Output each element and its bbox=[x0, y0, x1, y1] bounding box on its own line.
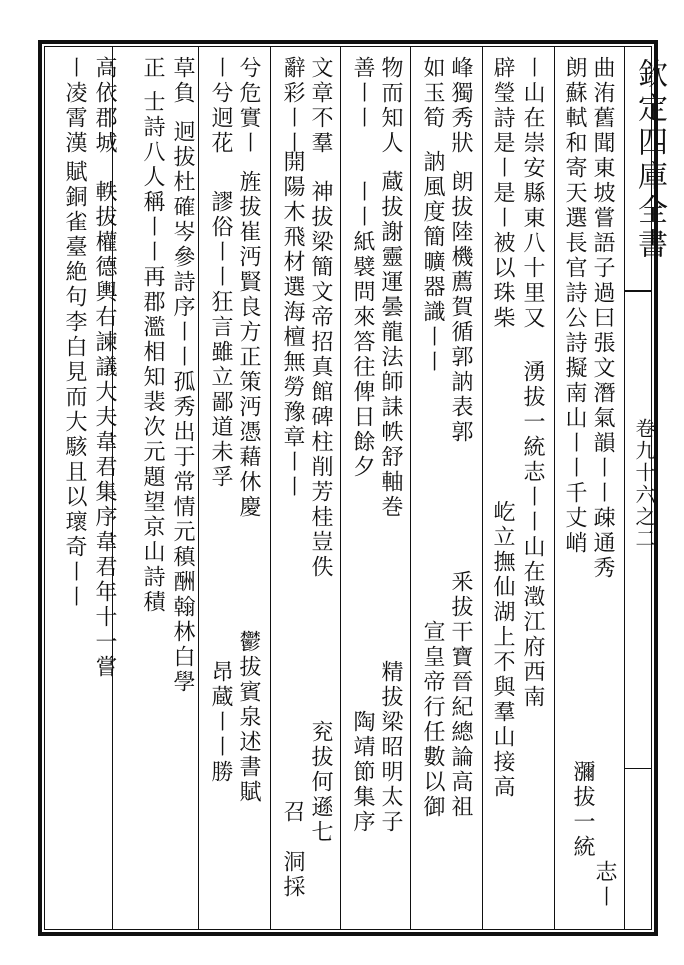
text-column-9b: 神拔梁簡文帝招真館碑柱削芳桂豈佚 bbox=[308, 180, 333, 580]
text-column-5b: 朗拔陸機薦賀循郭訥表郭 bbox=[448, 170, 473, 445]
text-column-11c: 鬱拔賓泉述書賦 bbox=[236, 630, 261, 805]
column-rule bbox=[198, 46, 199, 930]
text-column-8b: 〡〡紙襞問來答往俾日餘夕 bbox=[350, 180, 375, 480]
side-panel-divider bbox=[624, 768, 652, 769]
text-column-1: 曲洧舊聞東坡嘗語子過曰張文潛氣韻〡〡疎通秀 bbox=[590, 56, 615, 581]
text-column-2c: 志〡 bbox=[592, 860, 617, 910]
volume-label: 卷九十六之二 bbox=[632, 418, 656, 550]
text-column-3b: 湧拔一統志〡〡山在澂江府西南 bbox=[520, 360, 545, 710]
side-panel-divider bbox=[624, 290, 652, 292]
page-inner-border bbox=[44, 46, 652, 930]
text-column-13b: 迥拔杜確岑參詩序〡〡孤秀出于常情元稹酬翰林白學 bbox=[170, 120, 195, 695]
text-column-14: 正 bbox=[140, 56, 165, 81]
text-column-16b: 賦銅雀臺絶句李白見而大駭且以瓌奇〡〡 bbox=[62, 160, 87, 610]
text-column-9c: 兖拔何遜七 bbox=[308, 720, 333, 845]
text-column-15b: 軼拔權德輿右諫議大夫韋君集序韋君年十一嘗 bbox=[92, 180, 117, 680]
text-column-4: 辟瑩詩是〡是〡被以珠柴 bbox=[490, 56, 515, 331]
text-column-12b: 謬俗〡〡狂言雖立鄙道未孚 bbox=[208, 190, 233, 490]
text-column-11: 兮危實〡 bbox=[236, 56, 261, 156]
text-column-8: 善〡〡 bbox=[350, 56, 375, 131]
column-rule bbox=[340, 46, 341, 930]
text-column-9: 文章不羣 bbox=[308, 56, 333, 156]
text-column-2: 朗蘇軾和寄天選長官詩公詩擬南山〡〡千丈峭 bbox=[562, 56, 587, 556]
text-column-14b: 士詩八人稱〡〡再郡濫相知裴次元題望京山詩積 bbox=[140, 90, 165, 615]
text-column-7b: 蔵拔謝靈運曇龍法師誄帙舒軸巻 bbox=[378, 170, 403, 520]
text-column-15: 高依郡城 bbox=[92, 56, 117, 156]
column-rule bbox=[270, 46, 271, 930]
column-rule bbox=[410, 46, 411, 930]
text-column-5c: 釆拔干寶晉紀總論高祖 bbox=[448, 570, 473, 820]
text-column-8c: 陶靖節集序 bbox=[350, 710, 375, 835]
text-column-10: 辭彩〡〡 bbox=[280, 56, 305, 156]
text-column-12: 〡兮迥花 bbox=[208, 56, 233, 156]
text-column-10c: 召 洞採 bbox=[280, 800, 305, 900]
column-rule bbox=[624, 46, 625, 930]
text-column-16: 〡凌霄漢 bbox=[62, 56, 87, 156]
column-rule bbox=[482, 46, 483, 930]
text-column-11b: 旌拔崔沔賢良方正策沔憑藉休慶 bbox=[236, 170, 261, 520]
text-column-6b: 訥風度簡曠器識〡〡 bbox=[420, 150, 445, 375]
text-column-2b: 瀰拔一統 bbox=[570, 760, 595, 860]
text-column-10b: 開陽木飛材選海檀無勞豫章〡〡 bbox=[280, 150, 305, 500]
text-column-5: 峰獨秀狀 bbox=[448, 56, 473, 156]
text-column-6: 如玉筍 bbox=[420, 56, 445, 131]
text-column-6c: 宣皇帝行任數以御 bbox=[420, 620, 445, 820]
column-rule bbox=[554, 46, 555, 930]
text-column-13: 草負 bbox=[170, 56, 195, 106]
text-column-7: 物而知人 bbox=[378, 56, 403, 156]
text-column-3: 〡山在崇安縣東八十里又 bbox=[520, 56, 545, 331]
text-column-4b: 屹立撫仙湖上不與羣山接高 bbox=[490, 500, 515, 800]
text-column-7c: 精拔梁昭明太子 bbox=[378, 660, 403, 835]
text-column-12c: 昂蔵〡〡勝 bbox=[208, 660, 233, 785]
book-title: 欽定四庫全書 bbox=[632, 58, 667, 262]
